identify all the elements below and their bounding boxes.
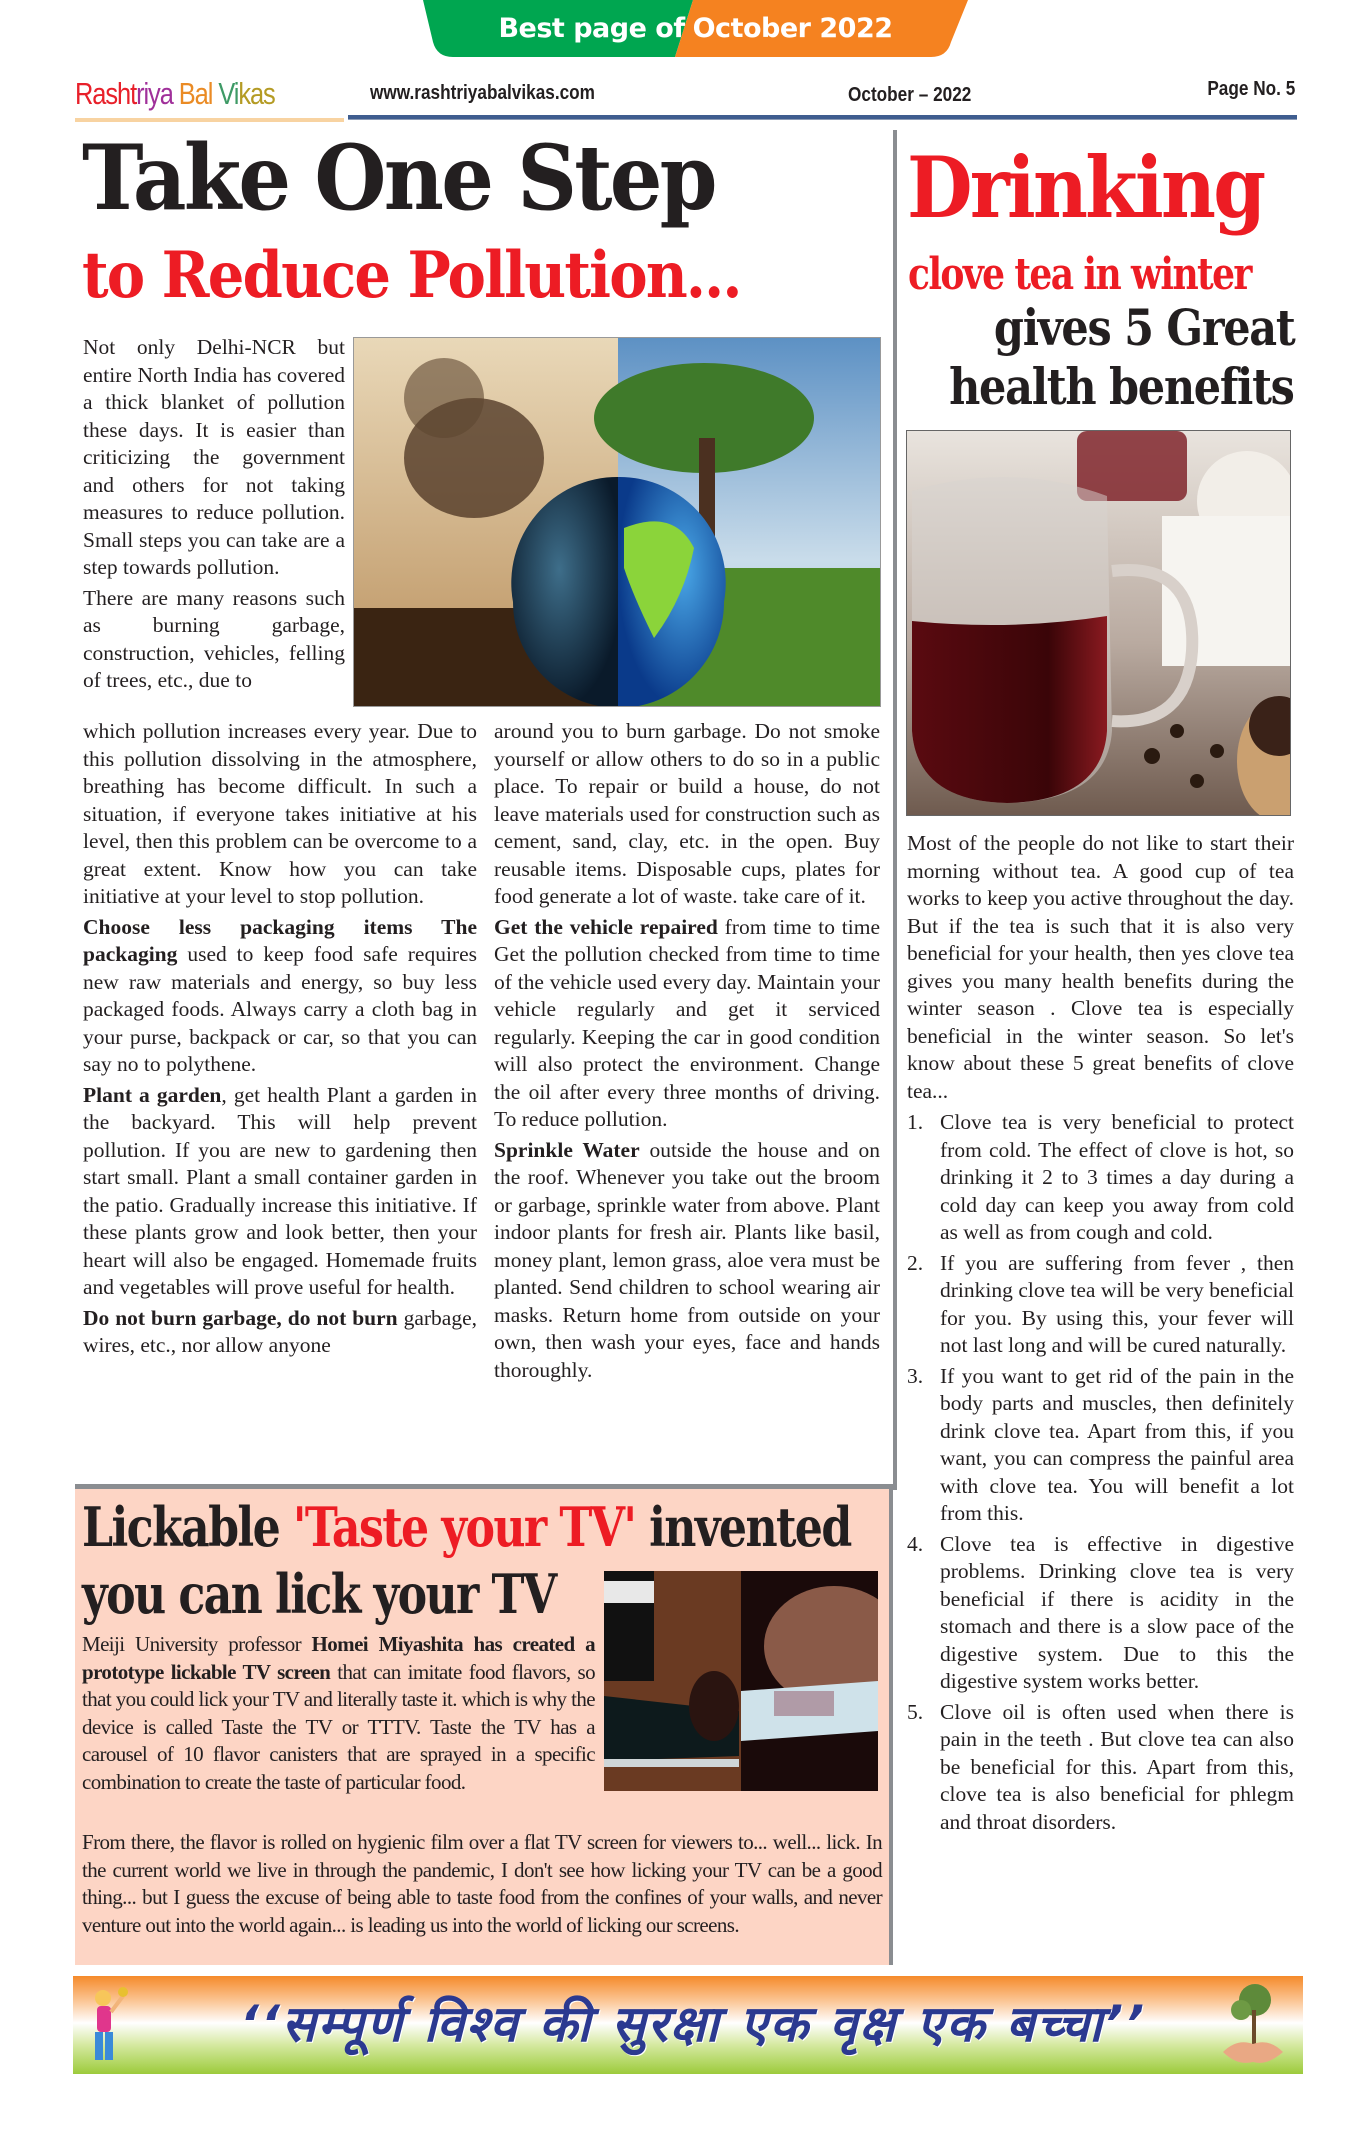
tip-paragraph: Choose less packaging items The packaging used to keep food safe requires new raw materials and energy, so buy less packaged foods. Always carry a cloth bag in your purse, backpack or car, so that you can say no to polythene. [83, 914, 477, 1076]
page-number: Page No. 5 [1207, 78, 1295, 100]
clove-headline-line4: health benefits [949, 357, 1294, 416]
ribbon-month: October 2022 [692, 13, 893, 44]
tip-paragraph: Sprinkle Water outside the house and on the roof. Whenever you take out the broom or garbage, sprinkle water from above. Plant indoor plants for fresh air. Plants like basil, money plant, lemon grass, aloe vera must be planted. Send children to school wearing air masks. Return home from outside on your own, then wash your eyes, face and hands thoroughly. [494, 1137, 880, 1382]
benefit-item: 3. If you want to get rid of the pain in the body parts and muscles, then definitely drink clove tea. Apart from this, if you want, you can compress the painful area with clove tea. You will benefit a lot from this. [907, 1363, 1294, 1525]
masthead-rule [348, 115, 1297, 120]
benefit-item: 4. Clove tea is effective in digestive problems. Drinking clove tea is very beneficial if there is acidity in the stomach and there is a slow pace of the digestive system. Due to this the digestive system works better. [907, 1531, 1294, 1693]
website-link[interactable]: www.rashtriyabalvikas.com [370, 82, 595, 104]
tea-mug-illustration-icon [907, 431, 1291, 816]
tv-headline: Lickable 'Taste your TV' invented [82, 1495, 851, 1559]
pollution-headline: Take One Step [82, 125, 715, 231]
hindi-slogan: ‘‘सम्पूर्ण विश्व की सुरक्षा एक वृक्ष एक बच्चा’’ [239, 1995, 1147, 2053]
pollution-subheadline: to Reduce Pollution... [82, 238, 741, 313]
benefit-item: 2. If you are suffering from fever , then drinking clove tea will be very beneficial for you. By using this, your fever will not last long and will be cured naturally. [907, 1250, 1294, 1357]
tv-licking-image [604, 1571, 878, 1791]
sapling-in-hands-icon [1217, 1982, 1287, 2068]
tv-subheadline: you can lick your TV [82, 1562, 556, 1626]
tip-paragraph: around you to burn garbage. Do not smoke yourself or allow others to do so in a public place. To repair or build a house, do not leave materials used for construction such as cement, sand, clay, etc. in the open. Buy reusable items. Disposable cups, plates for food generate a lot of waste. take care of it. [494, 719, 880, 908]
slogan-banner [73, 1976, 1303, 2074]
best-page-ribbon [423, 0, 968, 57]
clove-intro: Most of the people do not like to start their morning without tea. A good cup of tea works to keep you active throughout the day. But if the tea is such that it is also very beneficial for your health, then yes clove tea gives you many health benefits during the winter season . Clove tea is especially beneficial in the winter season. So let's know about these 5 great benefits of clove tea... [907, 831, 1294, 1103]
tv-paragraph-1: Meiji University professor Homei Miyashita has created a prototype lickable TV screen that can imitate food flavors, so that you could lick your TV and literally taste it. which is why the device is called Taste the TV or TTTV. Taste the TV has a carousel of 10 flavor canisters that are sprayed in a specific combination to create the taste of particular food. [82, 1632, 595, 1794]
earth-pollution-image [353, 337, 881, 707]
tv-prototype-illustration-icon [604, 1571, 878, 1791]
logo-underline [75, 118, 344, 122]
clove-body [907, 830, 1294, 1839]
pollution-body-left [83, 718, 477, 1363]
pollution-body-middle [494, 718, 880, 1387]
clove-headline: Drinking [907, 138, 1264, 237]
tip-paragraph: Get the vehicle repaired from time to time Get the pollution checked from time to time of the vehicle used every day. Maintain your vehicle regularly and get it serviced regularly. Keeping the car in good condition will also protect the environment. Change the oil after every three months of driving. To reduce pollution. [494, 914, 880, 1131]
tv-paragraph-2: From there, the flavor is rolled on hygienic film over a flat TV screen for viewers to... well... lick. In the current world we live in through the pandemic, I don't see how licking your TV can be a good thing... but I guess the excuse of being able to taste food from the confines of your walls, and never venture out into the world again... is leading us into the world of licking our screens. [82, 1830, 882, 1937]
benefit-item: 1. Clove tea is very beneficial to protect from cold. The effect of clove is hot, so drinking it 2 to 3 times a day during a cold day can keep you away from cold as well as from cough and cold. [907, 1110, 1294, 1244]
ribbon-label: Best page of [498, 13, 685, 44]
earth-illustration-icon [354, 338, 881, 707]
benefits-list [907, 1109, 1294, 1836]
pollution-intro [83, 334, 345, 695]
issue-date: October – 2022 [848, 84, 972, 106]
continued-paragraph: which pollution increases every year. Due to this pollution dissolving in the atmosphere, breathing has become difficult. In such a situation, if everyone takes initiative at his level, then this problem can be overcome to a great extent. Know how you can take initiative at your level to stop pollution. [83, 719, 477, 908]
tip-paragraph: Do not burn garbage, do not burn garbage, wires, etc., nor allow anyone [83, 1305, 477, 1357]
clove-tea-image [906, 430, 1291, 816]
clove-headline-line2: clove tea in winter [908, 249, 1251, 300]
tip-paragraph: Plant a garden, get health Plant a garden in the backyard. This will help prevent pollution. If you are new to gardening then start small. Plant a small container garden in the patio. Gradually increase this initiative. If these plants grow and look better, then your heart will also be engaged. Homemade fruits and vegetables will prove useful for health. [83, 1082, 477, 1299]
child-figure-icon [81, 1982, 129, 2068]
intro-paragraph: There are many reasons such as burning garbage, construction, vehicles, felling of trees, etc., due to [83, 585, 345, 692]
benefit-item: 5. Clove oil is often used when there is pain in the teeth . But clove tea can also be beneficial for this. Apart from this, clove tea is also beneficial for phlegm and throat disorders. [907, 1699, 1294, 1834]
intro-paragraph: Not only Delhi-NCR but entire North India has covered a thick blanket of pollution these days. It is easier than criticizing the government and others for not taking measures to reduce pollution. Small steps you can take are a step towards pollution. [83, 335, 345, 579]
column-divider [893, 130, 897, 1490]
clove-headline-line3: gives 5 Great [993, 298, 1294, 357]
publication-logo: Rashtriya Bal Vikas [75, 76, 275, 111]
masthead [75, 72, 1297, 122]
